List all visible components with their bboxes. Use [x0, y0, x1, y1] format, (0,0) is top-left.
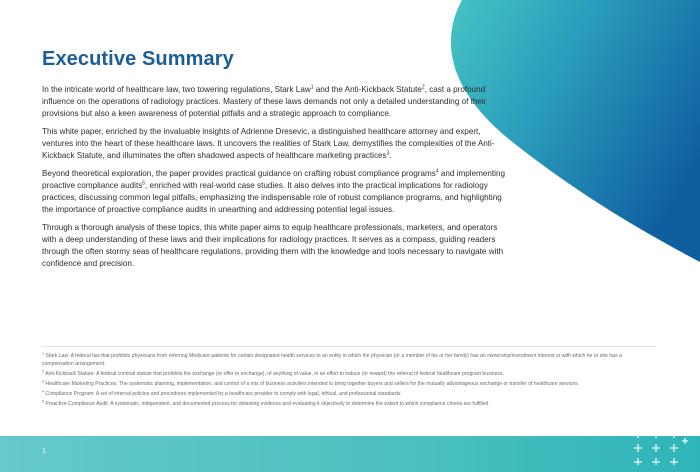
- footnote-ref-4[interactable]: 4: [435, 168, 439, 175]
- page-number: 1: [42, 448, 46, 455]
- footnote-ref-5[interactable]: 5: [142, 180, 146, 187]
- cross-pattern-icon: [630, 428, 690, 466]
- paragraph-2: This white paper, enriched by the invaluable insights of Adrienne Dresevic, a distinguished healthcare attorney and expert, ventures into the heart of these healthcare laws. It uncovers the realities of Stark Law, demystifies the complexities of the Anti-Kickback Statute, and illuminates the often shadowed aspects of healthcare marketing practices$^3$.: [42, 127, 495, 160]
- footnote-2: $^2$ Anti-Kickback Statute: A federal criminal statute that prohibits the exchange (or offer to exchange), of anything of value, in an effort to induce (or reward) the referral of federal healthcare program business.: [42, 369, 504, 378]
- page-title: Executive Summary: [42, 48, 234, 70]
- footnote-4: $^4$ Compliance Program: A set of internal policies and procedures implemented by a healthcare provider to comply with legal, ethical, and professional standards.: [42, 389, 402, 397]
- footnotes: [42, 352, 632, 410]
- paragraph-4: Through a thorough analysis of these topics, this white paper aims to equip healthcare professionals, marketers, and operators with a deep understanding of these laws and their implications for radiology practices. It serves as a compass, guiding readers through the often stormy seas of healthcare regulations, providing them with the knowledge and tools necessary to navigate with confidence and precision.: [42, 223, 504, 268]
- footnote-divider: [42, 346, 656, 347]
- paragraph-1: In the intricate world of healthcare law, two towering regulations, Stark Law$^1$ and the Anti-Kickback Statute$^2$, cast a profound influence on the operations of radiology practices. Mastery of these laws demands not only a detailed understanding of their provisions but also a keen awareness of potential pitfalls and a strategic approach to compliance.: [42, 84, 487, 118]
- footnote-ref-1[interactable]: 1: [310, 84, 314, 91]
- paragraph-3: Beyond theoretical exploration, the paper provides practical guidance on crafting robust compliance programs$^4$ and implementing proactive compliance audits$^5$, enriched with real-world case studies. It also delves into the practical implications for radiology practices, discussing common legal pitfalls, emphasizing the indispensable role of robust compliance programs, and highlighting the importance of proactive compliance audits in unearthing and addressing potential legal issues.: [42, 168, 506, 214]
- footnote-1: $^1$ Stark Law: A federal law that prohibits physicians from referring Medicare patients for certain designated health services to an entity in which the physician (or a member of his or her family) has an ownership/investment interest or with which he or she has a compensation arrangement.: [42, 351, 622, 368]
- footnote-5: $^5$ Proactive Compliance Audit: A systematic, independent, and documented process for obtaining evidence and evaluating it objectively to determine the extent to which compliance criteria are fulfilled.: [42, 399, 490, 407]
- footnote-ref-2[interactable]: 2: [421, 84, 425, 91]
- footer-band: [0, 436, 700, 472]
- body-text: [42, 84, 512, 276]
- footnote-3: $^3$ Healthcare Marketing Practices: The systematic planning, implementation, and control of a mix of business activities intended to bring together buyers and sellers for the mutually advantageous exchange or transfer of healthcare services.: [42, 379, 580, 387]
- footnote-ref-3[interactable]: 3: [386, 150, 390, 157]
